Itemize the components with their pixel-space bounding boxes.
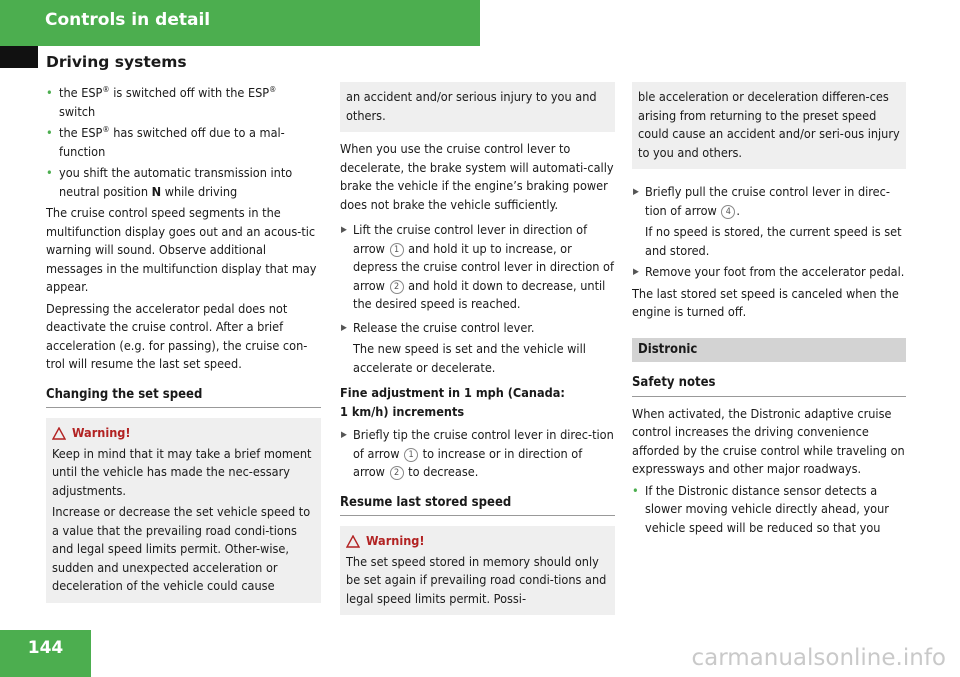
warning-box — [46, 418, 321, 603]
warning-box-continued — [340, 82, 615, 132]
chapter-title: Controls in detail — [45, 10, 211, 30]
arrow-2-symbol: 2 — [390, 466, 404, 480]
warning-triangle-icon — [346, 535, 360, 548]
warning-text: an accident and/or serious injury to you and others. — [346, 89, 597, 123]
step-item: ▶ Remove your foot from the accelerator pedal. — [632, 263, 906, 282]
subheading-fine-adjustment: Fine adjustment in 1 mph (Canada: 1 km/h) increments — [340, 385, 565, 419]
step-result: If no speed is stored, the current speed is set and stored. — [645, 224, 902, 258]
column-3 — [632, 82, 906, 540]
arrow-1-symbol: 1 — [390, 243, 404, 257]
watermark: carmanualsonline.info — [691, 645, 946, 671]
arrow-4-symbol: 4 — [721, 205, 735, 219]
warning-heading: Warning! — [346, 532, 609, 551]
arrow-1-symbol: 1 — [404, 448, 418, 462]
step-item: ▶ Release the cruise control lever. — [340, 319, 615, 338]
subheading-safety-notes: Safety notes — [632, 374, 906, 397]
warning-text: Increase or decrease the set vehicle speed to a value that the prevailing road condi-tions and legal speed limits permit. Other-wise, sudden and unexpected acceleration or deceleration of the vehicle could cause — [52, 504, 311, 593]
paragraph: The cruise control speed segments in the multifunction display goes out and an acous-tic warning will sound. Observe additional messages in the multifunction display that may appear. — [46, 205, 317, 294]
list-item: • the ESP® is switched off with the ESP® switch — [46, 84, 321, 121]
paragraph: Depressing the accelerator pedal does not deactivate the cruise control. After a brief acceleration (e.g. for passing), the cruise con-trol will resume the last set speed. — [46, 300, 308, 371]
warning-text: ble acceleration or deceleration differen-ces arising from returning to the preset speed could cause an accident and/or seri-ous injury to you and others. — [638, 89, 900, 160]
paragraph: When you use the cruise control lever to decelerate, the brake system will automati-cally brake the vehicle if the engine’s braking power does not brake the vehicle sufficiently. — [340, 141, 614, 212]
step-result: The new speed is set and the vehicle will accelerate or decelerate. — [353, 341, 586, 375]
subheading-changing-set-speed: Changing the set speed — [46, 386, 321, 409]
arrow-2-symbol: 2 — [390, 280, 404, 294]
warning-text: The set speed stored in memory should only be set again if prevailing road condi-tions and legal speed limits permit. Possi- — [346, 553, 607, 606]
paragraph: The last stored set speed is canceled when the engine is turned off. — [632, 285, 899, 319]
paragraph: When activated, the Distronic adaptive cruise control increases the driving convenience afforded by the cruise control while traveling on expressways and other major roadways. — [632, 405, 905, 476]
column-1 — [46, 84, 321, 603]
warning-box — [340, 526, 615, 615]
warning-box-continued — [632, 82, 906, 169]
list-item: • If the Distronic distance sensor detects a slower moving vehicle directly ahead, your vehicle speed will be reduced so that you — [632, 482, 906, 538]
step-item: ▶ Briefly tip the cruise control lever in direc-tion of arrow 1 to increase or in direction of arrow 2 to decrease. — [340, 426, 615, 482]
page-number: 144 — [27, 638, 64, 658]
column-2 — [340, 82, 615, 615]
list-item: • you shift the automatic transmission into neutral position N while driving — [46, 164, 321, 201]
warning-heading: Warning! — [52, 424, 315, 443]
subheading-resume-last-speed: Resume last stored speed — [340, 494, 615, 517]
warning-text: Keep in mind that it may take a brief moment until the vehicle has made the nec-essary adjustments. — [52, 445, 312, 498]
step-item: ▶ Lift the cruise control lever in direction of arrow 1 and hold it up to increase, or depress the cruise control lever in direction of arrow 2 and hold it down to decrease, until the desired speed is reached. — [340, 221, 615, 314]
step-item: ▶ Briefly pull the cruise control lever in direc-tion of arrow 4 . — [632, 183, 906, 220]
section-tab-marker — [0, 46, 38, 68]
section-title: Driving systems — [46, 53, 187, 71]
warning-triangle-icon — [52, 427, 66, 440]
list-item: • the ESP® has switched off due to a mal-function — [46, 124, 321, 161]
section-bar-distronic: Distronic — [632, 338, 906, 363]
